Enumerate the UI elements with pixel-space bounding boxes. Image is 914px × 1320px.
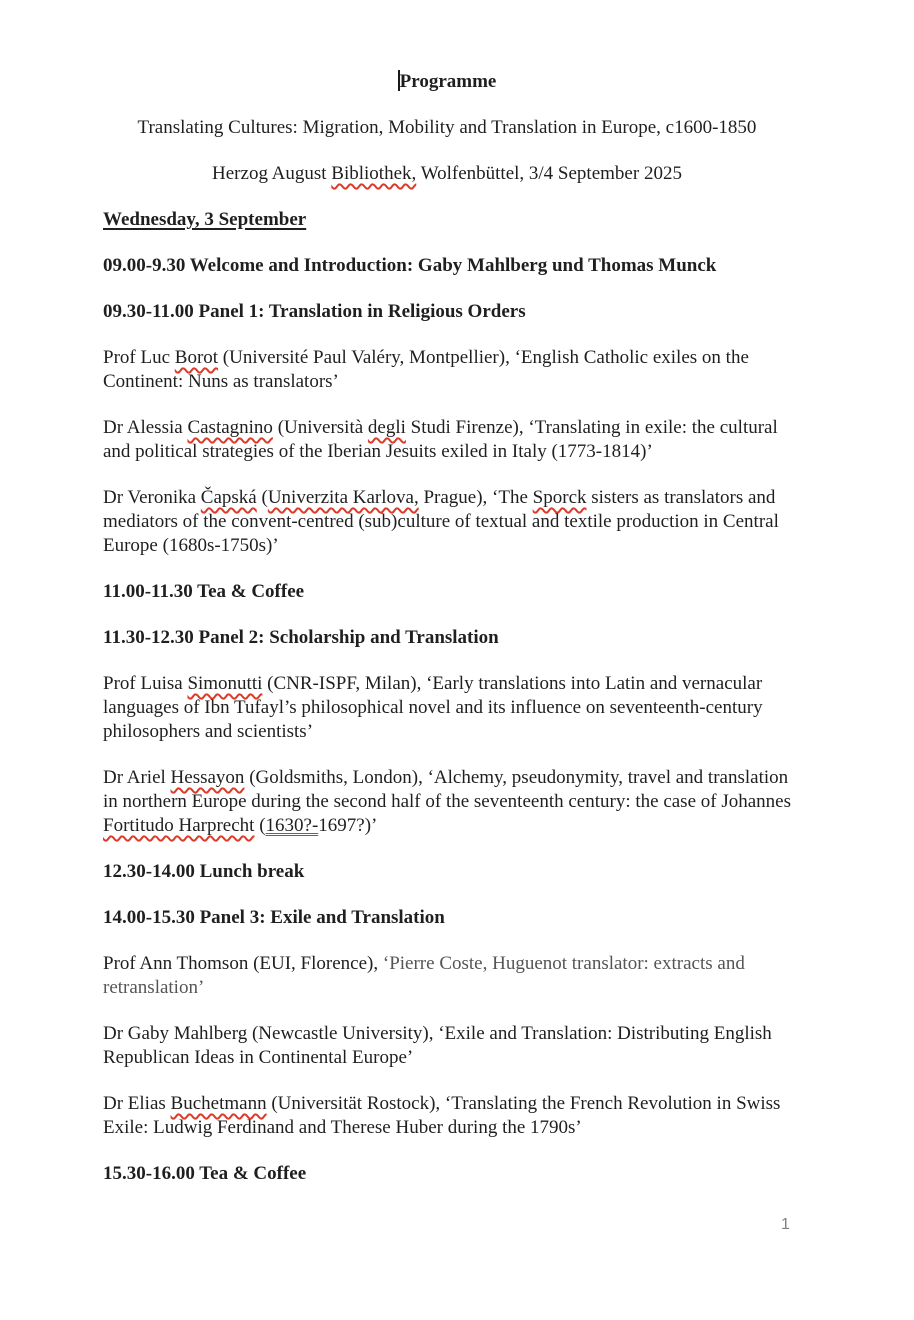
day-heading-text: Wednesday, 3 September — [103, 209, 307, 230]
talk-borot[interactable] — [103, 346, 791, 394]
misspelled-word: Buchetmann — [170, 1093, 267, 1114]
session-panel3[interactable] — [103, 906, 791, 930]
talk-castagnino[interactable] — [103, 416, 791, 464]
misspelled-word: Bibliothek, — [331, 163, 417, 184]
text-run: (Universität Rostock), ‘Translating the French Revolution in Swiss Exile: Ludwig Ferdinand and Therese Huber during the 1790s’ — [103, 1093, 781, 1138]
text-run: Dr Alessia — [103, 417, 188, 438]
text-run: 14.00-15.30 Panel 3: Exile and Translation — [103, 907, 445, 928]
text-run: Dr Elias — [103, 1093, 171, 1114]
text-run: (Goldsmiths, London), ‘Alchemy, pseudonymity, travel and translation in northern Europe during the second half of the seventeenth century: the case of Johannes — [103, 767, 791, 812]
session-welcome[interactable] — [103, 254, 791, 278]
talk-capska[interactable] — [103, 486, 791, 558]
talk-hessayon[interactable] — [103, 766, 791, 838]
text-run: Dr Gaby Mahlberg (Newcastle University), ‘Exile and Translation: Distributing English Republican Ideas in Continental Europe’ — [103, 1023, 772, 1068]
document-body — [103, 70, 791, 1208]
text-run: 11.30-12.30 Panel 2: Scholarship and Translation — [103, 627, 499, 648]
text-run: ( — [254, 815, 266, 836]
misspelled-word: degli — [367, 417, 406, 438]
text-run: 09.30-11.00 Panel 1: Translation in Religious Orders — [103, 301, 526, 322]
doc-title-text: Programme — [399, 71, 497, 92]
text-run: Wolfenbüttel, 3/4 September 2025 — [416, 163, 682, 184]
misspelled-word: Sporck — [532, 487, 587, 508]
quoted-title-gray: ‘Pierre Coste, Huguenot translator: extracts and retranslation’ — [103, 953, 745, 998]
text-run: 11.00-11.30 Tea & Coffee — [103, 581, 305, 602]
misspelled-word: Castagnino — [187, 417, 273, 438]
text-run: Prof Ann Thomson (EUI, Florence), — [103, 953, 383, 974]
text-run: ( — [256, 487, 268, 508]
misspelled-word: Simonutti — [187, 673, 263, 694]
text-run: Studi Firenze), ‘Translating in exile: the cultural and political strategies of the Iberian Jesuits exiled in Italy (1773-1814)’ — [103, 417, 778, 462]
break-lunch[interactable] — [103, 860, 791, 884]
doc-title[interactable] — [103, 70, 791, 94]
text-run: Dr Veronika — [103, 487, 201, 508]
text-run: Herzog August — [212, 163, 332, 184]
talk-buchetmann[interactable] — [103, 1092, 791, 1140]
text-run: Translating Cultures: Migration, Mobility and Translation in Europe, c1600-1850 — [137, 117, 757, 138]
text-run: Prof Luc — [103, 347, 175, 368]
page-number: 1 — [781, 1216, 790, 1233]
text-run: (Université Paul Valéry, Montpellier), ‘English Catholic exiles on the Continent: Nuns as translators’ — [103, 347, 749, 392]
text-run: (CNR-ISPF, Milan), ‘Early translations into Latin and vernacular languages of Ibn Tufayl’s philosophical novel and its influence on seventeenth-century philosophers and scientists’ — [103, 673, 763, 742]
misspelled-word: Fortitudo Harprecht — [103, 815, 255, 836]
text-run: 12.30-14.00 Lunch break — [103, 861, 305, 882]
misspelled-word: Univerzita Karlova, — [267, 487, 419, 508]
misspelled-word: Borot — [174, 347, 219, 368]
session-panel1[interactable] — [103, 300, 791, 324]
day-heading[interactable] — [103, 208, 791, 232]
venue-date-line[interactable] — [103, 162, 791, 186]
talk-simonutti[interactable] — [103, 672, 791, 744]
grammar-flagged-text: 1630?- — [265, 815, 319, 836]
text-run: 1697?)’ — [318, 815, 378, 836]
text-run: 15.30-16.00 Tea & Coffee — [103, 1163, 307, 1184]
misspelled-word: Čapská — [200, 487, 257, 508]
text-run: Prof Luisa — [103, 673, 188, 694]
break-tea-afternoon[interactable] — [103, 1162, 791, 1186]
talk-thomson[interactable] — [103, 952, 791, 1000]
text-run: Prague), ‘The — [418, 487, 533, 508]
text-run: (Università — [272, 417, 368, 438]
talk-mahlberg[interactable] — [103, 1022, 791, 1070]
session-panel2[interactable] — [103, 626, 791, 650]
text-run: 09.00-9.30 Welcome and Introduction: Gaby Mahlberg und Thomas Munck — [103, 255, 717, 276]
break-tea-morning[interactable] — [103, 580, 791, 604]
text-run: sisters as translators and mediators of the convent-centred (sub)culture of textual and textile production in Central Europe (1680s-1750s)’ — [103, 487, 779, 556]
misspelled-word: Hessayon — [170, 767, 245, 788]
conference-title[interactable] — [103, 116, 791, 140]
text-run: Dr Ariel — [103, 767, 171, 788]
